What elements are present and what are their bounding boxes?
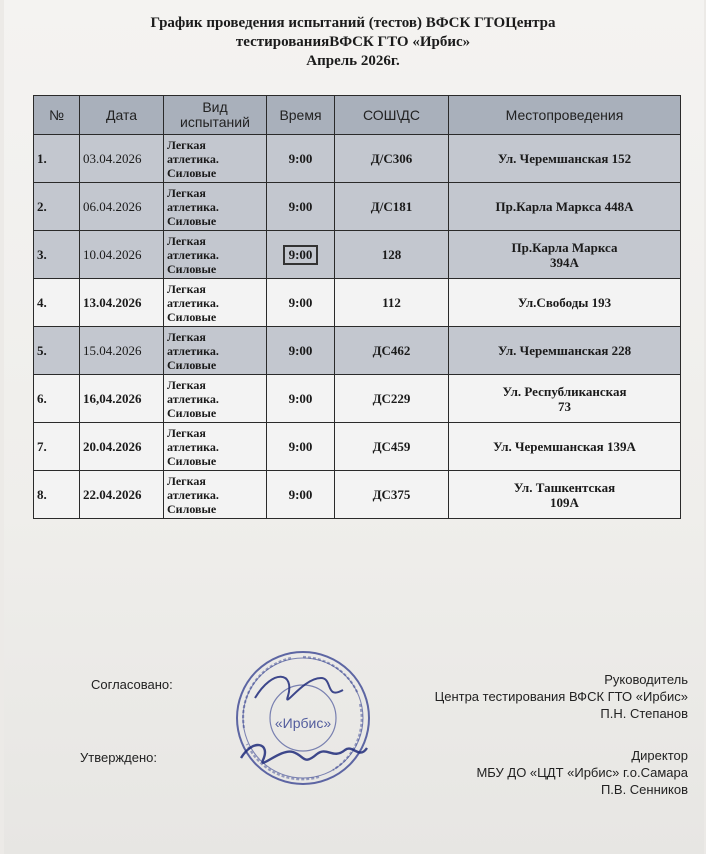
place-line: 73 bbox=[558, 398, 571, 414]
type-line: атлетика. bbox=[167, 391, 219, 406]
row-place bbox=[449, 183, 681, 231]
type-line: атлетика. bbox=[167, 487, 219, 502]
col-header-type-line1: Вид bbox=[202, 99, 228, 115]
director-org: МБУ ДО «ЦДТ «Ирбис» г.о.Самара bbox=[476, 765, 688, 780]
row-num: 8. bbox=[34, 471, 80, 519]
type-line: Силовые bbox=[167, 501, 217, 516]
document-title bbox=[0, 14, 706, 71]
row-num: 5. bbox=[34, 327, 80, 375]
row-time: 9:00 bbox=[267, 327, 335, 375]
table-row bbox=[34, 183, 681, 231]
col-header-type-line2: испытаний bbox=[180, 114, 250, 130]
place-line: 109А bbox=[550, 494, 579, 510]
director-name: П.В. Сенников bbox=[600, 782, 688, 797]
row-time: 9:00 bbox=[267, 135, 335, 183]
place-line: Пр.Карла Маркса bbox=[511, 239, 618, 255]
place-line: Ул. Черемшанская 152 bbox=[497, 151, 632, 166]
row-type bbox=[164, 231, 267, 279]
row-type bbox=[164, 279, 267, 327]
head-handwritten-signature bbox=[255, 677, 343, 700]
type-line: Силовые bbox=[167, 357, 217, 372]
type-line: атлетика. bbox=[167, 247, 219, 262]
row-num: 3. bbox=[34, 231, 80, 279]
row-place bbox=[449, 279, 681, 327]
type-line: атлетика. bbox=[167, 343, 219, 358]
official-stamp bbox=[233, 648, 373, 788]
row-type bbox=[164, 423, 267, 471]
type-line: атлетика. bbox=[167, 151, 219, 166]
col-header-date: Дата bbox=[80, 96, 164, 135]
type-line: Легкая bbox=[167, 281, 206, 296]
table-row bbox=[34, 471, 681, 519]
head-org: Центра тестирования ВФСК ГТО «Ирбис» bbox=[434, 689, 688, 704]
type-line: Силовые bbox=[167, 309, 217, 324]
place-line: Ул. Ташкентская bbox=[513, 479, 616, 495]
col-header-type bbox=[164, 96, 267, 135]
table-row bbox=[34, 375, 681, 423]
row-time bbox=[267, 231, 335, 279]
place-line: 394А bbox=[550, 254, 579, 270]
place-line: Ул. Черемшанская 139А bbox=[493, 439, 636, 454]
title-line-1: График проведения испытаний (тестов) ВФСК ГТОЦентра bbox=[150, 15, 556, 31]
row-time: 9:00 bbox=[267, 183, 335, 231]
row-date: 06.04.2026 bbox=[80, 183, 164, 231]
row-num: 6. bbox=[34, 375, 80, 423]
director-title: Директор bbox=[631, 748, 688, 763]
type-line: Легкая bbox=[167, 137, 206, 152]
row-school: ДС459 bbox=[335, 423, 449, 471]
row-school: Д/С306 bbox=[335, 135, 449, 183]
type-line: атлетика. bbox=[167, 295, 219, 310]
row-date: 13.04.2026 bbox=[80, 279, 164, 327]
row-time: 9:00 bbox=[267, 471, 335, 519]
row-time: 9:00 bbox=[267, 375, 335, 423]
place-line: Пр.Карла Маркса 448А bbox=[495, 199, 634, 214]
type-line: Силовые bbox=[167, 165, 217, 180]
table-header-row bbox=[34, 96, 681, 135]
row-type bbox=[164, 183, 267, 231]
table-row bbox=[34, 423, 681, 471]
type-line: Легкая bbox=[167, 329, 206, 344]
row-date: 10.04.2026 bbox=[80, 231, 164, 279]
head-name: П.Н. Степанов bbox=[600, 706, 688, 721]
type-line: атлетика. bbox=[167, 199, 219, 214]
type-line: Легкая bbox=[167, 185, 206, 200]
time-boxed: 9:00 bbox=[283, 245, 319, 265]
title-line-3: Апрель 2026г. bbox=[306, 53, 400, 69]
schedule-table bbox=[33, 95, 681, 519]
type-line: Силовые bbox=[167, 405, 217, 420]
row-school: 112 bbox=[335, 279, 449, 327]
title-line-2: тестированияВФСК ГТО «Ирбис» bbox=[235, 34, 471, 50]
row-type bbox=[164, 471, 267, 519]
row-num: 7. bbox=[34, 423, 80, 471]
row-school: Д/С181 bbox=[335, 183, 449, 231]
col-header-num: № bbox=[34, 96, 80, 135]
row-date: 15.04.2026 bbox=[80, 327, 164, 375]
col-header-time: Время bbox=[267, 96, 335, 135]
type-line: атлетика. bbox=[167, 439, 219, 454]
type-line: Легкая bbox=[167, 425, 206, 440]
col-header-place: Местопроведения bbox=[449, 96, 681, 135]
row-date: 16,04.2026 bbox=[80, 375, 164, 423]
stamp-center-text: «Ирбис» bbox=[274, 715, 332, 731]
type-line: Легкая bbox=[167, 377, 206, 392]
row-time: 9:00 bbox=[267, 423, 335, 471]
row-date: 03.04.2026 bbox=[80, 135, 164, 183]
col-header-school: СОШ\ДС bbox=[335, 96, 449, 135]
row-place bbox=[449, 135, 681, 183]
type-line: Легкая bbox=[167, 233, 206, 248]
type-line: Силовые bbox=[167, 453, 217, 468]
row-place bbox=[449, 375, 681, 423]
place-line: Ул. Черемшанская 228 bbox=[497, 343, 632, 358]
director-signature-block bbox=[368, 747, 688, 798]
row-time: 9:00 bbox=[267, 279, 335, 327]
row-num: 1. bbox=[34, 135, 80, 183]
table-row bbox=[34, 135, 681, 183]
row-place bbox=[449, 471, 681, 519]
type-line: Силовые bbox=[167, 261, 217, 276]
place-line: Ул.Свободы 193 bbox=[517, 295, 612, 310]
row-type bbox=[164, 135, 267, 183]
row-type bbox=[164, 327, 267, 375]
type-line: Легкая bbox=[167, 473, 206, 488]
row-school: ДС462 bbox=[335, 327, 449, 375]
row-date: 20.04.2026 bbox=[80, 423, 164, 471]
row-school: ДС375 bbox=[335, 471, 449, 519]
row-school: 128 bbox=[335, 231, 449, 279]
agreed-label: Согласовано: bbox=[91, 677, 173, 692]
table-row bbox=[34, 231, 681, 279]
row-num: 4. bbox=[34, 279, 80, 327]
head-signature-block bbox=[368, 671, 688, 722]
approved-label: Утверждено: bbox=[80, 750, 157, 765]
row-date: 22.04.2026 bbox=[80, 471, 164, 519]
row-place bbox=[449, 423, 681, 471]
table-row bbox=[34, 327, 681, 375]
place-line: Ул. Республиканская bbox=[502, 383, 627, 399]
row-type bbox=[164, 375, 267, 423]
table-row bbox=[34, 279, 681, 327]
head-title: Руководитель bbox=[604, 672, 688, 687]
row-place bbox=[449, 231, 681, 279]
type-line: Силовые bbox=[167, 213, 217, 228]
row-num: 2. bbox=[34, 183, 80, 231]
row-place bbox=[449, 327, 681, 375]
row-school: ДС229 bbox=[335, 375, 449, 423]
